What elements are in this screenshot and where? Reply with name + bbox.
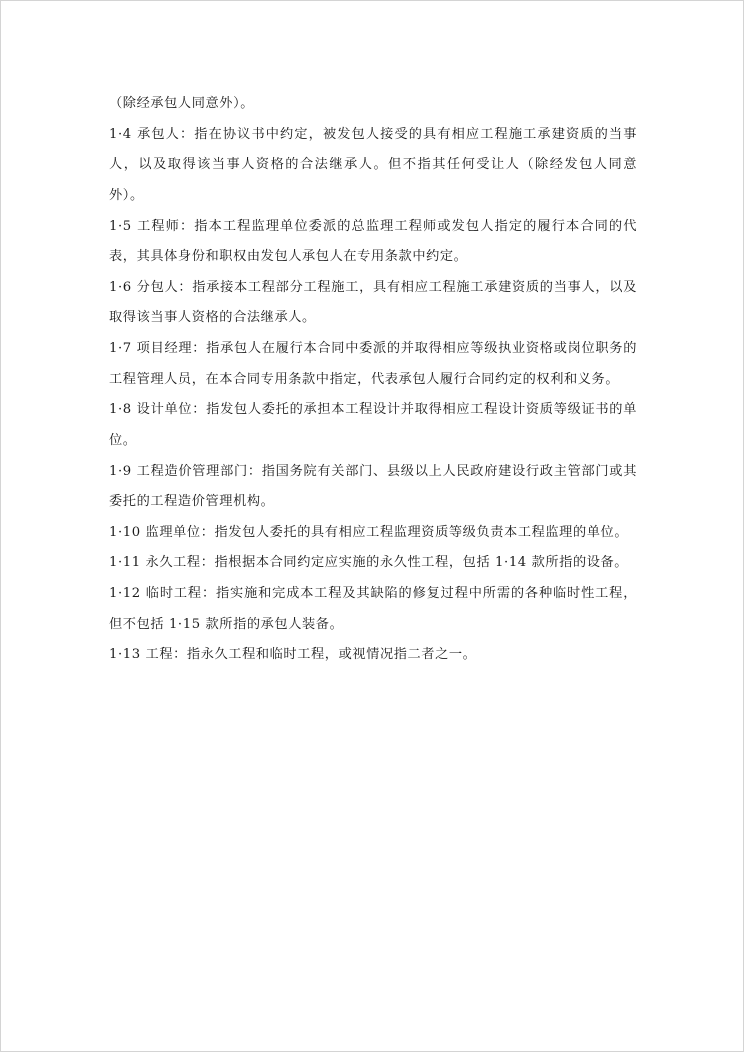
- paragraph: 1·10 监理单位：指发包人委托的具有相应工程监理资质等级负责本工程监理的单位。: [109, 524, 629, 540]
- paragraph: 1·4 承包人：指在协议书中约定，被发包人接受的具有相应工程施工承建资质的当事人，以及取得该当事人资格的合法继承人。但不指其任何受让人（除经发包人同意外）。: [109, 126, 637, 203]
- paragraph: 1·11 永久工程：指根据本合同约定应实施的永久性工程，包括 1·14 款所指的设备。: [109, 555, 629, 571]
- paragraph: 1·13 工程：指永久工程和临时工程，或视情况指二者之一。: [109, 647, 477, 663]
- paragraph: 1·5 工程师：指本工程监理单位委派的总监理工程师或发包人指定的履行本合同的代表，其具体身份和职权由发包人承包人在专用条款中约定。: [109, 218, 637, 265]
- paragraph: 1·8 设计单位：指发包人委托的承担本工程设计并取得相应工程设计资质等级证书的单位。: [109, 402, 637, 448]
- paragraph: （除经承包人同意外）。: [109, 96, 255, 111]
- document-body: [109, 89, 637, 671]
- paragraph: 1·7 项目经理：指承包人在履行本合同中委派的并取得相应等级执业资格或岗位职务的工程管理人员，在本合同专用条款中指定，代表承包人履行合同约定的权利和义务。: [109, 341, 637, 387]
- paragraph: 1·9 工程造价管理部门：指国务院有关部门、县级以上人民政府建设行政主管部门或其委托的工程造价管理机构。: [109, 463, 637, 510]
- paragraph: 1·6 分包人：指承接本工程部分工程施工，具有相应工程施工承建资质的当事人，以及取得该当事人资格的合法继承人。: [109, 279, 637, 326]
- paragraph: 1·12 临时工程：指实施和完成本工程及其缺陷的修复过程中所需的各种临时性工程，但不包括 1·15 款所指的承包人装备。: [109, 586, 637, 632]
